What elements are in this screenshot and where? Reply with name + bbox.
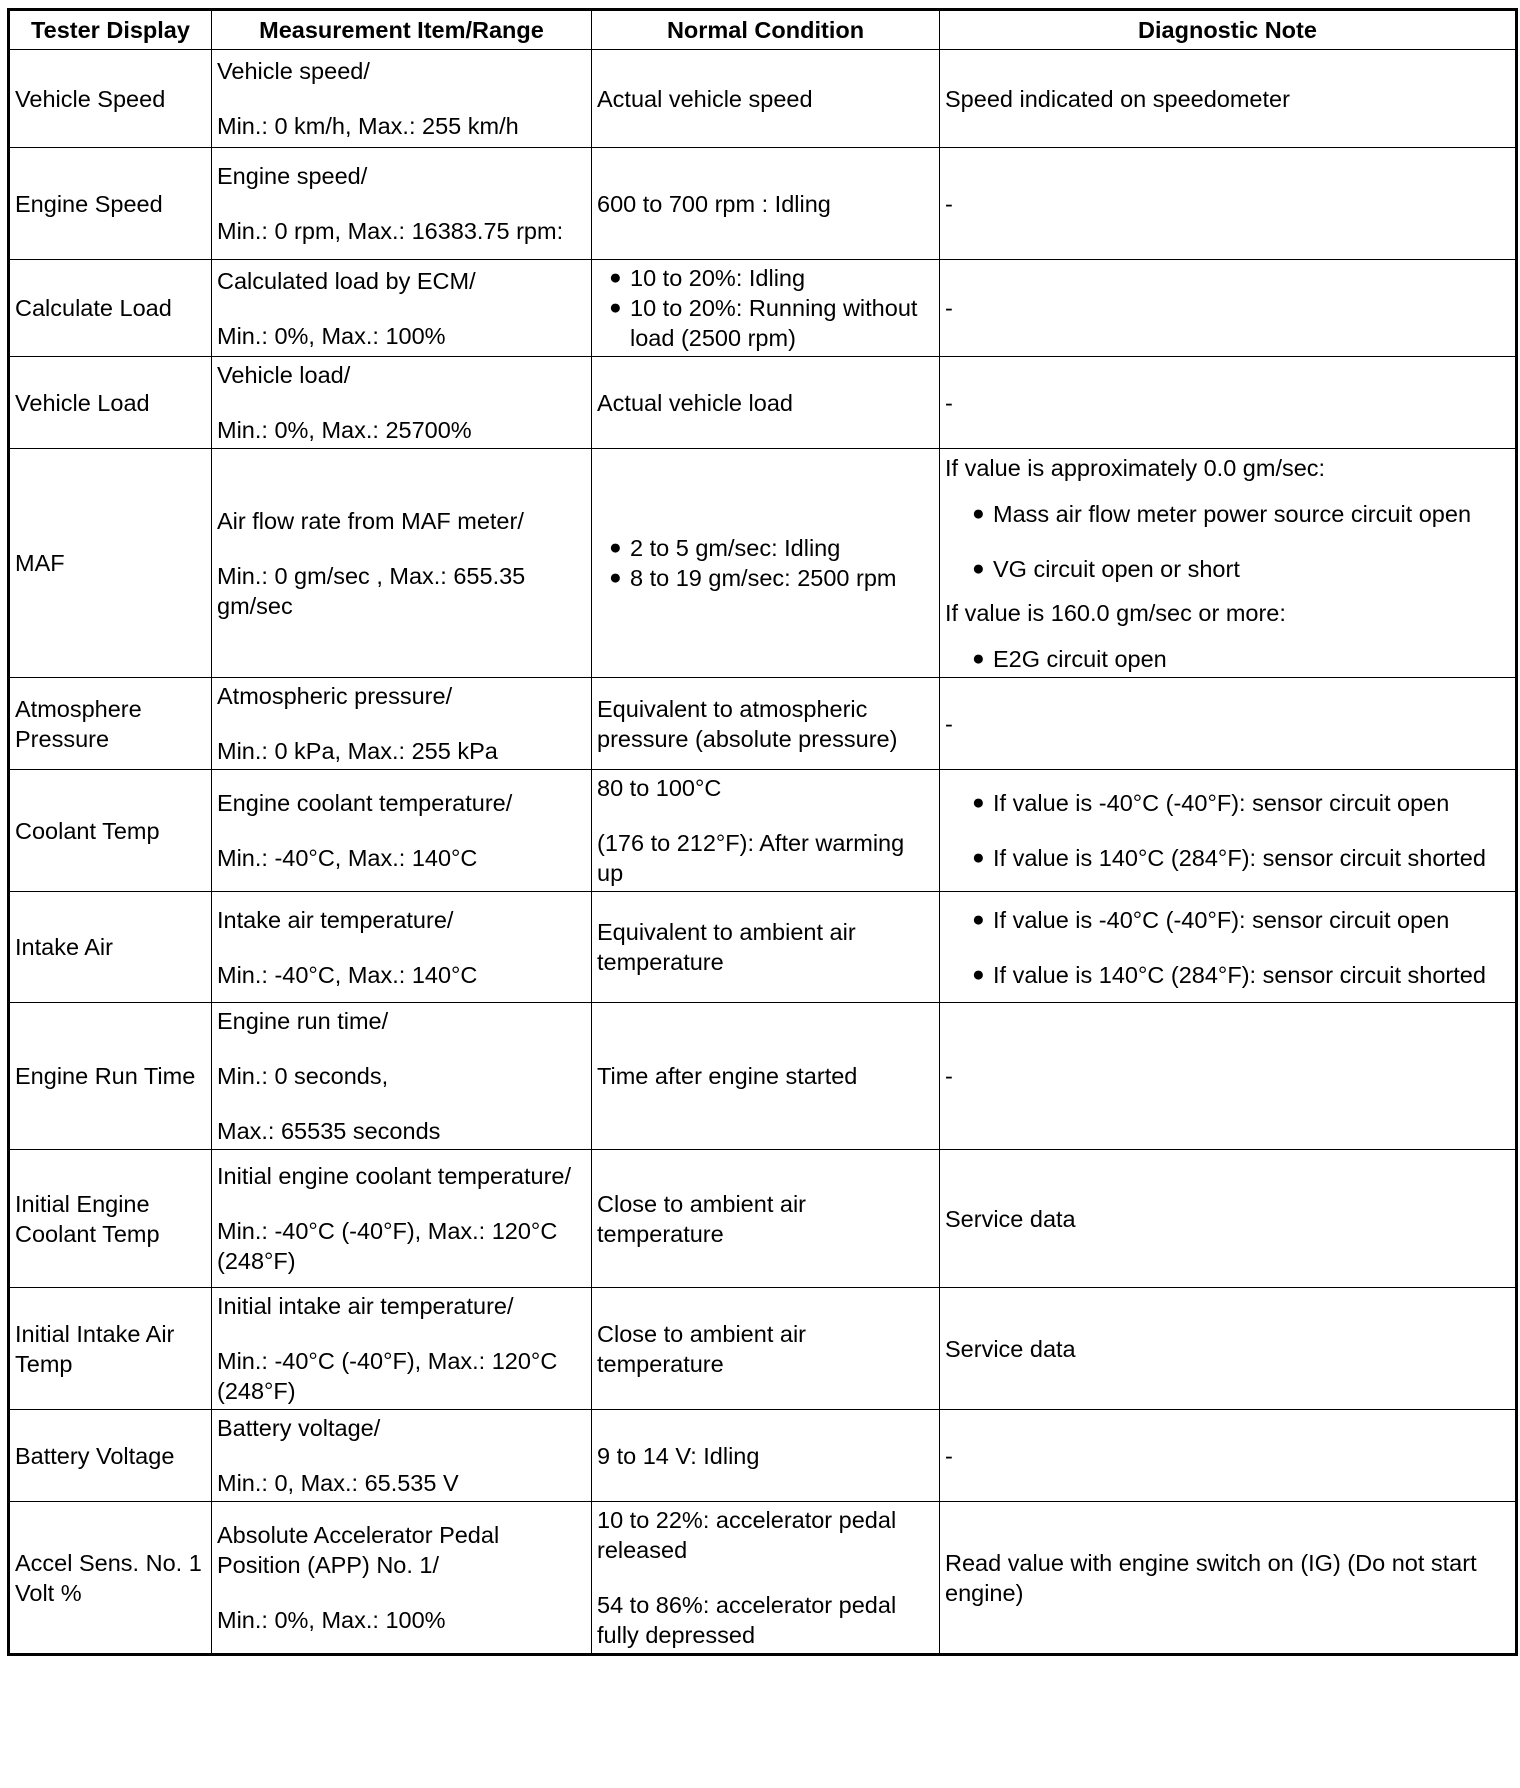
table-row: [9, 50, 1517, 148]
cell-normal-condition: [592, 148, 940, 260]
measurement-line: Min.: -40°C (-40°F), Max.: 120°C (248°F): [217, 1218, 558, 1274]
note-bullet-list: [945, 499, 1511, 584]
normal-line: (176 to 212°F): After warming up: [597, 830, 905, 886]
measurement-line: Min.: 0 rpm, Max.: 16383.75 rpm:: [217, 218, 564, 244]
normal-line: 10 to 22%: accelerator pedal released: [597, 1507, 897, 1563]
note-line: -: [945, 389, 953, 416]
measurement-line: Vehicle speed/: [217, 58, 370, 84]
header-row: [9, 10, 1517, 50]
measurement-line: Initial intake air temperature/: [217, 1293, 514, 1319]
measurement-line: Min.: 0, Max.: 65.535 V: [217, 1470, 459, 1496]
note-bullet-list: [945, 905, 1511, 990]
table-row: [9, 357, 1517, 449]
table-row: [9, 770, 1517, 892]
note-line: -: [945, 1442, 953, 1469]
table-row: [9, 148, 1517, 260]
measurement-line: Intake air temperature/: [217, 906, 454, 933]
measurement-line: Battery voltage/: [217, 1415, 381, 1441]
normal-bullet-item: ● 8 to 19 gm/sec: 2500 rpm: [597, 563, 935, 593]
measurement-line: Min.: 0 seconds,: [217, 1063, 389, 1089]
cell-measurement-item: [212, 148, 592, 260]
cell-measurement-item: [212, 50, 592, 148]
cell-normal-condition: [592, 892, 940, 1003]
cell-measurement-item: [212, 770, 592, 892]
cell-tester-display: Engine Run Time: [9, 1003, 212, 1150]
measurement-line: Absolute Accelerator Pedal Position (APP) No. 1/: [217, 1522, 500, 1578]
cell-measurement-item: [212, 1410, 592, 1502]
cell-measurement-item: [212, 1003, 592, 1150]
note-line: Service data: [945, 1335, 1076, 1362]
cell-normal-condition: [592, 1003, 940, 1150]
measurement-line: Calculated load by ECM/: [217, 267, 476, 294]
cell-diagnostic-note: [940, 1502, 1517, 1655]
cell-tester-display: Coolant Temp: [9, 770, 212, 892]
note-line: Read value with engine switch on (IG) (Do not start engine): [945, 1549, 1477, 1606]
cell-tester-display: Intake Air: [9, 892, 212, 1003]
measurement-line: Engine coolant temperature/: [217, 790, 513, 816]
measurement-line: Max.: 65535 seconds: [217, 1118, 441, 1144]
table-row: [9, 1150, 1517, 1288]
normal-line: 600 to 700 rpm : Idling: [597, 190, 831, 217]
cell-measurement-item: [212, 1150, 592, 1288]
normal-line: Equivalent to atmospheric pressure (absolute pressure): [597, 695, 898, 752]
measurement-line: Engine speed/: [217, 163, 368, 189]
cell-diagnostic-note: [940, 892, 1517, 1003]
header-tester-display: Tester Display: [9, 10, 212, 50]
cell-tester-display: Battery Voltage: [9, 1410, 212, 1502]
cell-normal-condition: [592, 1150, 940, 1288]
note-bullet-item: ● Mass air flow meter power source circuit open: [960, 499, 1511, 529]
note-bullet-item: ● If value is 140°C (284°F): sensor circuit shorted: [960, 960, 1511, 990]
data-list-table: [7, 8, 1518, 1656]
measurement-line: Min.: -40°C, Max.: 140°C: [217, 845, 478, 871]
note-bullet-list: [945, 788, 1511, 873]
cell-diagnostic-note: [940, 1003, 1517, 1150]
cell-measurement-item: [212, 1502, 592, 1655]
normal-line: Close to ambient air temperature: [597, 1190, 806, 1247]
cell-diagnostic-note: [940, 1150, 1517, 1288]
normal-bullet-item: ● 10 to 20%: Idling: [597, 263, 935, 293]
cell-diagnostic-note: [940, 1288, 1517, 1410]
note-bullet-item: ● If value is 140°C (284°F): sensor circuit shorted: [960, 843, 1511, 873]
cell-measurement-item: [212, 449, 592, 678]
cell-diagnostic-note: [940, 1410, 1517, 1502]
cell-tester-display: Engine Speed: [9, 148, 212, 260]
cell-tester-display: Vehicle Load: [9, 357, 212, 449]
table-row: [9, 892, 1517, 1003]
normal-line: 9 to 14 V: Idling: [597, 1442, 760, 1469]
measurement-line: Min.: 0%, Max.: 100%: [217, 1607, 446, 1633]
cell-normal-condition: [592, 770, 940, 892]
measurement-line: Min.: 0 kPa, Max.: 255 kPa: [217, 738, 498, 764]
normal-bullet-item: ● 10 to 20%: Running without load (2500 rpm): [597, 293, 935, 353]
measurement-line: Min.: 0%, Max.: 25700%: [217, 417, 472, 443]
note-line: -: [945, 1063, 953, 1089]
table-row: [9, 678, 1517, 770]
cell-diagnostic-note: [940, 148, 1517, 260]
table-row: [9, 1288, 1517, 1410]
cell-normal-condition: [592, 678, 940, 770]
cell-diagnostic-note: [940, 260, 1517, 357]
table-row: [9, 1410, 1517, 1502]
normal-bullet-item: ● 2 to 5 gm/sec: Idling: [597, 533, 935, 563]
data-list-sheet: [7, 8, 1515, 1656]
measurement-line: Min.: -40°C, Max.: 140°C: [217, 961, 478, 988]
table-row: [9, 1003, 1517, 1150]
cell-measurement-item: [212, 357, 592, 449]
table-row: [9, 260, 1517, 357]
cell-tester-display: Atmosphere Pressure: [9, 678, 212, 770]
cell-diagnostic-note: [940, 50, 1517, 148]
measurement-line: Atmospheric pressure/: [217, 683, 453, 709]
normal-line: 54 to 86%: accelerator pedal fully depressed: [597, 1592, 897, 1648]
cell-normal-condition: [592, 260, 940, 357]
normal-line: Close to ambient air temperature: [597, 1320, 806, 1377]
header-measurement-item: Measurement Item/Range: [212, 10, 592, 50]
cell-measurement-item: [212, 1288, 592, 1410]
header-normal-condition: Normal Condition: [592, 10, 940, 50]
cell-measurement-item: [212, 678, 592, 770]
note-bullet-list: [945, 644, 1511, 674]
cell-tester-display: Calculate Load: [9, 260, 212, 357]
note-line: Speed indicated on speedometer: [945, 85, 1290, 112]
measurement-line: Min.: 0%, Max.: 100%: [217, 322, 446, 349]
cell-diagnostic-note: [940, 449, 1517, 678]
note-bullet-item: ● If value is -40°C (-40°F): sensor circuit open: [960, 788, 1511, 818]
normal-line: Actual vehicle load: [597, 389, 793, 416]
note-lead: If value is 160.0 gm/sec or more:: [945, 599, 1286, 626]
normal-bullet-list: [597, 263, 935, 353]
cell-tester-display: Initial Engine Coolant Temp: [9, 1150, 212, 1288]
normal-line: Time after engine started: [597, 1063, 858, 1089]
normal-line: 80 to 100°C: [597, 775, 722, 801]
cell-diagnostic-note: [940, 770, 1517, 892]
cell-tester-display: MAF: [9, 449, 212, 678]
note-line: -: [945, 190, 953, 217]
cell-measurement-item: [212, 260, 592, 357]
note-lead: If value is approximately 0.0 gm/sec:: [945, 454, 1326, 481]
cell-normal-condition: [592, 1502, 940, 1655]
cell-tester-display: Initial Intake Air Temp: [9, 1288, 212, 1410]
note-line: Service data: [945, 1205, 1076, 1232]
measurement-line: Min.: -40°C (-40°F), Max.: 120°C (248°F): [217, 1348, 558, 1404]
cell-normal-condition: [592, 50, 940, 148]
measurement-line: Initial engine coolant temperature/: [217, 1163, 572, 1189]
cell-normal-condition: [592, 1288, 940, 1410]
note-bullet-item: ● E2G circuit open: [960, 644, 1511, 674]
cell-tester-display: Accel Sens. No. 1 Volt %: [9, 1502, 212, 1655]
normal-line: Actual vehicle speed: [597, 85, 813, 112]
note-bullet-item: ● If value is -40°C (-40°F): sensor circuit open: [960, 905, 1511, 935]
cell-measurement-item: [212, 892, 592, 1003]
note-line: -: [945, 295, 953, 321]
cell-diagnostic-note: [940, 678, 1517, 770]
cell-normal-condition: [592, 357, 940, 449]
cell-diagnostic-note: [940, 357, 1517, 449]
measurement-line: Min.: 0 km/h, Max.: 255 km/h: [217, 113, 519, 139]
note-line: -: [945, 710, 953, 737]
measurement-line: Air flow rate from MAF meter/: [217, 507, 524, 534]
normal-line: Equivalent to ambient air temperature: [597, 919, 856, 975]
table-row: [9, 449, 1517, 678]
measurement-line: Vehicle load/: [217, 362, 351, 388]
cell-tester-display: Vehicle Speed: [9, 50, 212, 148]
header-diagnostic-note: Diagnostic Note: [940, 10, 1517, 50]
measurement-line: Engine run time/: [217, 1008, 389, 1034]
normal-bullet-list: [597, 533, 935, 593]
table-row: [9, 1502, 1517, 1655]
note-bullet-item: ● VG circuit open or short: [960, 554, 1511, 584]
measurement-line: Min.: 0 gm/sec , Max.: 655.35 gm/sec: [217, 562, 526, 619]
cell-normal-condition: [592, 1410, 940, 1502]
table-body: [9, 50, 1517, 1655]
cell-normal-condition: [592, 449, 940, 678]
